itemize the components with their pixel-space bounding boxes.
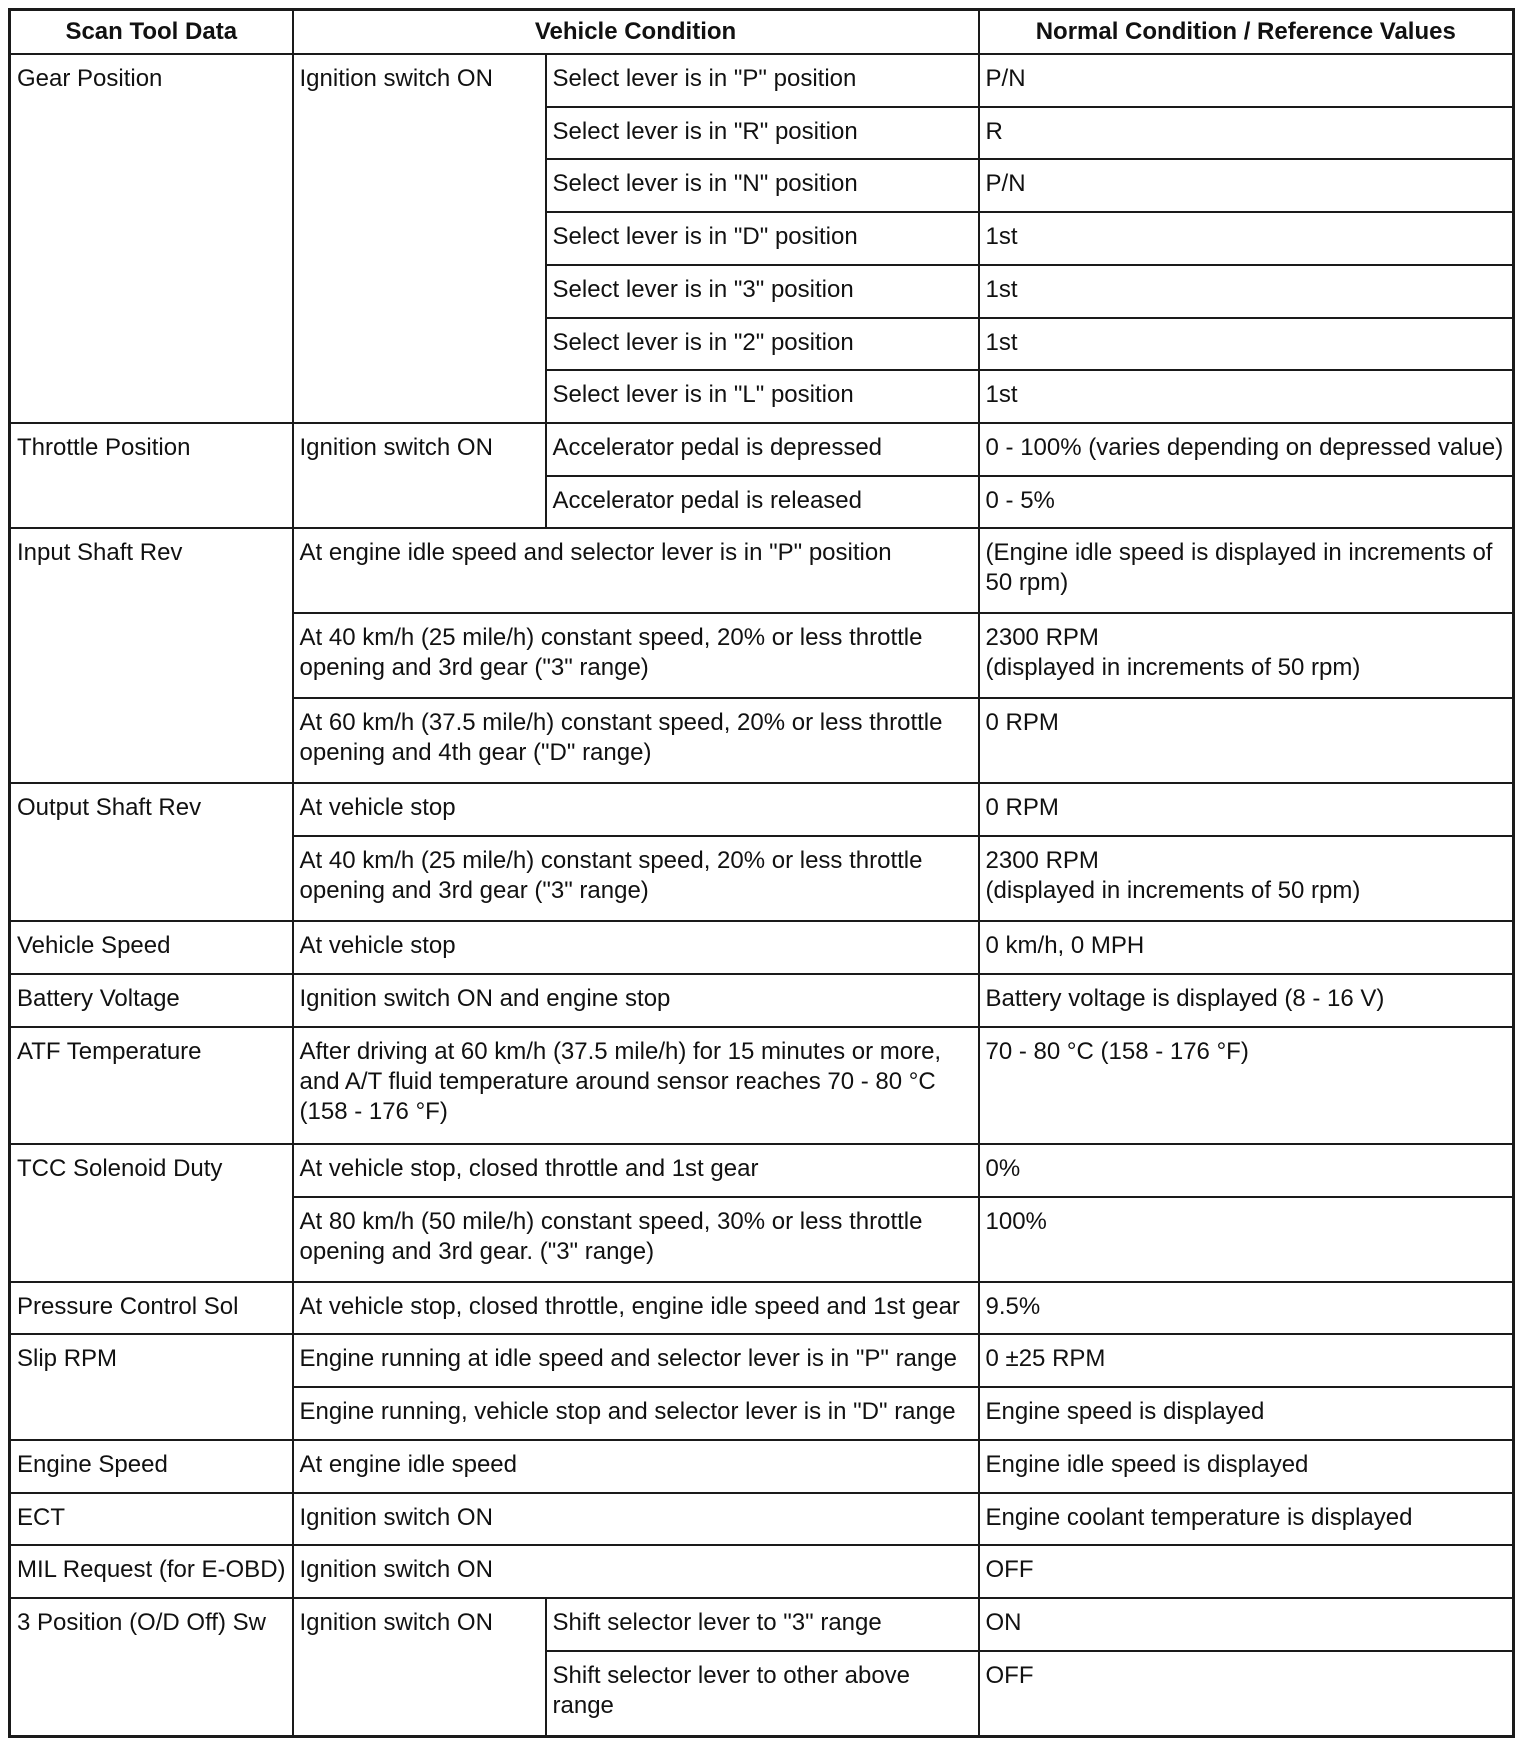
table-row: [10, 1282, 1514, 1335]
value-cell: 0 RPM: [979, 698, 1514, 783]
item-input-shaft-rev: Input Shaft Rev: [10, 528, 293, 783]
item-vehicle-speed: Vehicle Speed: [10, 921, 293, 974]
table-row: [10, 1334, 1514, 1387]
condition-cell: At 40 km/h (25 mile/h) constant speed, 20% or less throttle opening and 3rd gear ("3" range): [293, 836, 979, 921]
value-cell: 0 - 5%: [979, 476, 1514, 529]
table-row: [10, 423, 1514, 476]
condition-cell: Accelerator pedal is released: [546, 476, 979, 529]
condition-cell: Ignition switch ON and engine stop: [293, 974, 979, 1027]
item-pressure-control-sol: Pressure Control Sol: [10, 1282, 293, 1335]
condition-cell: Select lever is in "2" position: [546, 318, 979, 371]
header-row: [10, 10, 1514, 55]
value-cell: 0 ±25 RPM: [979, 1334, 1514, 1387]
item-atf-temperature: ATF Temperature: [10, 1027, 293, 1144]
condition-cell: At vehicle stop, closed throttle and 1st gear: [293, 1144, 979, 1197]
condition-cell: Select lever is in "P" position: [546, 54, 979, 107]
header-scan-tool-data: Scan Tool Data: [10, 10, 293, 55]
value-cell: 1st: [979, 370, 1514, 423]
item-slip-rpm: Slip RPM: [10, 1334, 293, 1439]
header-reference-values: Normal Condition / Reference Values: [979, 10, 1514, 55]
rpm-value: 2300 RPM: [985, 847, 1099, 875]
value-cell: Engine speed is displayed: [979, 1387, 1514, 1440]
item-throttle-position: Throttle Position: [10, 423, 293, 528]
value-cell: [979, 836, 1514, 921]
condition-cell: At vehicle stop: [293, 921, 979, 974]
condition-cell: Ignition switch ON: [293, 1493, 979, 1546]
table-row: [10, 1440, 1514, 1493]
condition-cell: At vehicle stop: [293, 783, 979, 836]
od-off-switch-ignition: Ignition switch ON: [293, 1598, 546, 1737]
condition-cell: At 40 km/h (25 mile/h) constant speed, 20% or less throttle opening and 3rd gear ("3" range): [293, 613, 979, 698]
value-cell: R: [979, 107, 1514, 160]
table-row: [10, 921, 1514, 974]
condition-cell: At vehicle stop, closed throttle, engine idle speed and 1st gear: [293, 1282, 979, 1335]
value-cell: 0 - 100% (varies depending on depressed value): [979, 423, 1514, 476]
value-cell: 1st: [979, 265, 1514, 318]
condition-cell: At engine idle speed and selector lever is in "P" position: [293, 528, 979, 613]
item-mil-request: MIL Request (for E-OBD): [10, 1545, 293, 1598]
item-engine-speed: Engine Speed: [10, 1440, 293, 1493]
condition-cell: Engine running at idle speed and selector lever is in "P" range: [293, 1334, 979, 1387]
item-ect: ECT: [10, 1493, 293, 1546]
condition-cell: Select lever is in "3" position: [546, 265, 979, 318]
table-row: [10, 1598, 1514, 1651]
condition-cell: Select lever is in "D" position: [546, 212, 979, 265]
value-cell: P/N: [979, 159, 1514, 212]
item-battery-voltage: Battery Voltage: [10, 974, 293, 1027]
throttle-position-ignition: Ignition switch ON: [293, 423, 546, 528]
gear-position-ignition: Ignition switch ON: [293, 54, 546, 423]
condition-cell: At engine idle speed: [293, 1440, 979, 1493]
item-output-shaft-rev: Output Shaft Rev: [10, 783, 293, 921]
item-tcc-solenoid-duty: TCC Solenoid Duty: [10, 1144, 293, 1282]
rpm-value: 2300 RPM: [985, 624, 1099, 652]
value-cell: Battery voltage is displayed (8 - 16 V): [979, 974, 1514, 1027]
value-cell: OFF: [979, 1545, 1514, 1598]
condition-cell: Shift selector lever to "3" range: [546, 1598, 979, 1651]
condition-cell: At 80 km/h (50 mile/h) constant speed, 30% or less throttle opening and 3rd gear. ("3" range): [293, 1197, 979, 1282]
condition-cell: Accelerator pedal is depressed: [546, 423, 979, 476]
value-cell: 0 km/h, 0 MPH: [979, 921, 1514, 974]
table-row: [10, 54, 1514, 107]
condition-cell: Select lever is in "N" position: [546, 159, 979, 212]
condition-cell: Ignition switch ON: [293, 1545, 979, 1598]
table-row: [10, 1545, 1514, 1598]
scan-tool-data-table: [8, 8, 1515, 1738]
table-row: [10, 528, 1514, 613]
value-cell: 100%: [979, 1197, 1514, 1282]
value-cell: (Engine idle speed is displayed in increments of 50 rpm): [979, 528, 1514, 613]
value-cell: 1st: [979, 212, 1514, 265]
value-cell: 0 RPM: [979, 783, 1514, 836]
condition-cell: After driving at 60 km/h (37.5 mile/h) for 15 minutes or more, and A/T fluid temperature around sensor reaches 70 - 80 °C (158 - 176 °F): [293, 1027, 979, 1144]
table-row: [10, 974, 1514, 1027]
value-cell: P/N: [979, 54, 1514, 107]
table-row: [10, 783, 1514, 836]
rpm-increment-note: (displayed in increments of 50 rpm): [985, 877, 1361, 905]
value-cell: 9.5%: [979, 1282, 1514, 1335]
condition-cell: Select lever is in "R" position: [546, 107, 979, 160]
item-od-off-switch: 3 Position (O/D Off) Sw: [10, 1598, 293, 1737]
value-cell: OFF: [979, 1651, 1514, 1737]
value-cell: [979, 613, 1514, 698]
table-row: [10, 1144, 1514, 1197]
value-cell: 0%: [979, 1144, 1514, 1197]
table-row: [10, 1493, 1514, 1546]
value-cell: 1st: [979, 318, 1514, 371]
condition-cell: Shift selector lever to other above range: [546, 1651, 979, 1737]
header-vehicle-condition: Vehicle Condition: [293, 10, 979, 55]
table-row: [10, 1027, 1514, 1144]
condition-cell: At 60 km/h (37.5 mile/h) constant speed, 20% or less throttle opening and 4th gear ("D" range): [293, 698, 979, 783]
item-gear-position: Gear Position: [10, 54, 293, 423]
condition-cell: Select lever is in "L" position: [546, 370, 979, 423]
rpm-increment-note: (displayed in increments of 50 rpm): [985, 654, 1361, 682]
value-cell: Engine idle speed is displayed: [979, 1440, 1514, 1493]
value-cell: ON: [979, 1598, 1514, 1651]
condition-cell: Engine running, vehicle stop and selector lever is in "D" range: [293, 1387, 979, 1440]
value-cell: Engine coolant temperature is displayed: [979, 1493, 1514, 1546]
value-cell: 70 - 80 °C (158 - 176 °F): [979, 1027, 1514, 1144]
